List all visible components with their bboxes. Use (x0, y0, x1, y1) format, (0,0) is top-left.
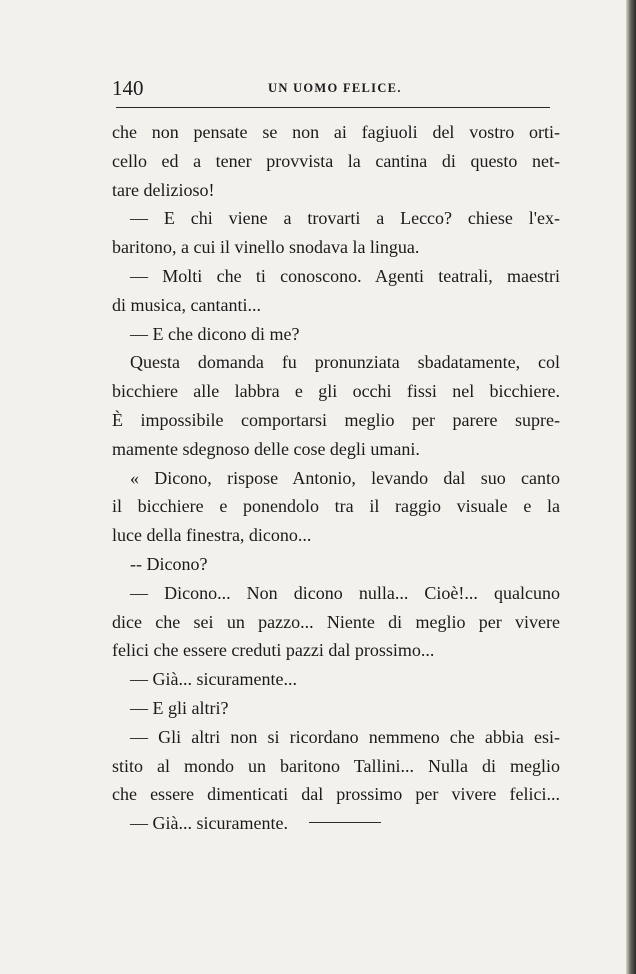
text-line: — E gli altri? (130, 697, 229, 718)
text-line: stito al mondo un baritono Tallini... Nulla di meglio (112, 755, 560, 776)
text-line: baritono, a cui il vinello snodava la lingua. (112, 237, 420, 258)
text-line: « Dicono, rispose Antonio, levando dal suo canto (130, 467, 560, 488)
text-line: dice che sei un pazzo... Niente di meglio per vivere (112, 611, 560, 632)
text-line: cello ed a tener provvista la cantina di questo net- (112, 150, 560, 171)
text-line: È impossibile comportarsi meglio per parere supre- (112, 409, 560, 430)
page-number: 140 (112, 76, 144, 100)
text-line: luce della finestra, dicono... (112, 525, 312, 546)
text-line: — E chi viene a trovarti a Lecco? chiese l'ex- (130, 208, 560, 229)
page-edge-shadow (626, 0, 636, 974)
text-line: -- Dicono? (130, 553, 208, 574)
text-line: che essere dimenticati dal prossimo per vivere felici... (112, 784, 560, 805)
header-rule (116, 107, 550, 108)
body-text (112, 118, 560, 838)
text-line: di musica, cantanti... (112, 294, 261, 315)
text-line: — Molti che ti conoscono. Agenti teatrali, maestri (130, 265, 560, 286)
text-line: bicchiere alle labbra e gli occhi fissi nel bicchiere. (112, 381, 560, 402)
text-line: che non pensate se non ai fagiuoli del vostro orti- (112, 122, 560, 142)
text-line: — Già... sicuramente. (130, 813, 288, 834)
page-header (112, 76, 552, 102)
running-title: UN UOMO FELICE. (268, 81, 402, 95)
text-line: felici che essere creduti pazzi dal prossimo... (112, 640, 435, 661)
text-line: — Gli altri non si ricordano nemmeno che abbia esi- (130, 726, 560, 747)
text-line: — Dicono... Non dicono nulla... Cioè!... qualcuno (130, 582, 560, 603)
text-line: mamente sdegnoso delle cose degli umani. (112, 438, 420, 459)
text-line: — E che dicono di me? (130, 323, 300, 344)
text-line: — Già... sicuramente... (130, 669, 297, 690)
end-rule (309, 822, 381, 823)
text-line: tare delizioso! (112, 179, 215, 200)
text-line: il bicchiere e ponendolo tra il raggio visuale e la (112, 496, 560, 517)
text-line: Questa domanda fu pronunziata sbadatamente, col (130, 352, 560, 373)
